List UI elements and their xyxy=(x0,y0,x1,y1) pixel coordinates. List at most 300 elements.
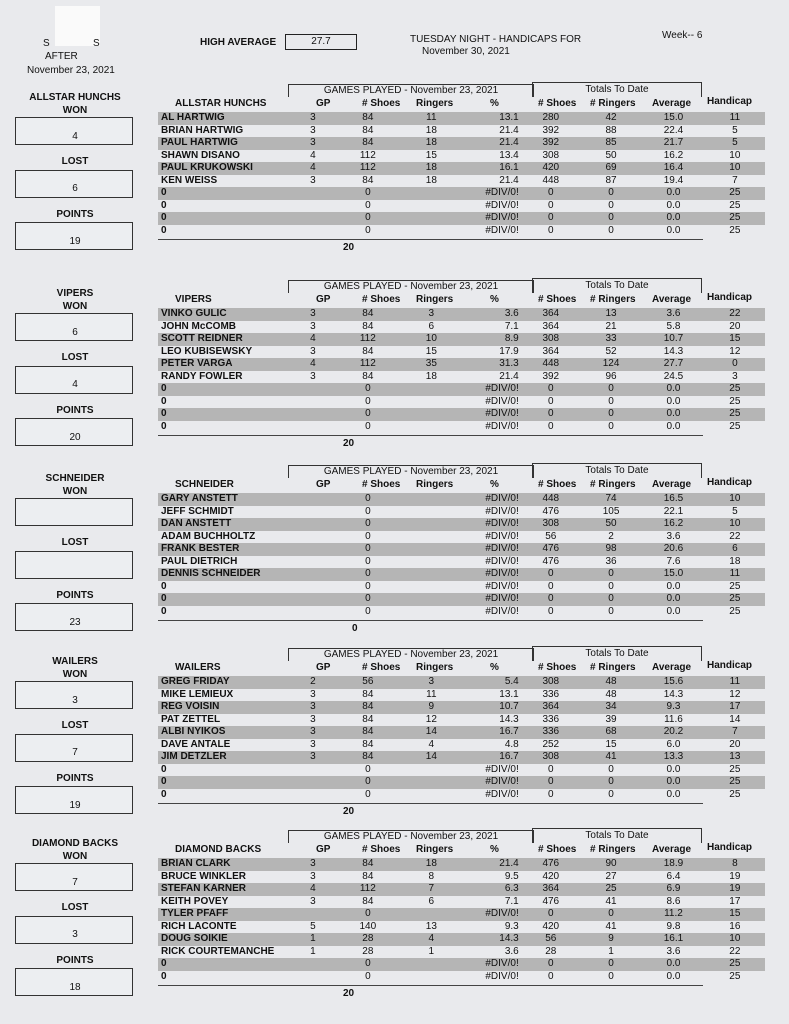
percent-cell: 3.6 xyxy=(459,308,521,321)
average-cell: 9.3 xyxy=(642,701,704,714)
table-row xyxy=(158,958,765,971)
standings-table-wrap xyxy=(158,858,765,983)
percent-cell: #DIV/0! xyxy=(485,788,519,800)
t-ringers-header: # Ringers xyxy=(590,662,636,673)
table-bottom-rule xyxy=(158,239,703,240)
average-cell: 21.7 xyxy=(642,137,704,150)
team-name-left: SCHNEIDER xyxy=(45,473,105,484)
handicap-cell: 25 xyxy=(705,971,765,984)
table-row xyxy=(158,701,765,714)
table-row xyxy=(158,789,765,802)
total-shoes-cell: 308 xyxy=(542,149,560,161)
player-name-cell: TYLER PFAFF xyxy=(158,908,294,921)
pct-header: % xyxy=(490,662,499,673)
player-name-cell: 0 xyxy=(161,395,167,407)
handicap-cell: 25 xyxy=(705,606,765,619)
ringers-cell xyxy=(403,493,459,506)
table-row xyxy=(158,714,765,727)
shoes-cell: 84 xyxy=(332,701,403,714)
table-row xyxy=(158,606,765,619)
percent-cell: #DIV/0! xyxy=(459,568,521,581)
team-name-header: ALLSTAR HUNCHS xyxy=(175,98,267,109)
totals-header: Totals To Date xyxy=(532,828,702,843)
player-name-cell: RICH LACONTE xyxy=(161,920,237,932)
standings-table-wrap xyxy=(158,676,765,801)
total-shoes-cell: 0 xyxy=(522,212,580,225)
total-shoes-cell: 0 xyxy=(548,605,554,617)
shoes-cell: 84 xyxy=(362,345,374,357)
average-cell: 0.0 xyxy=(666,970,681,982)
games-count-footer: 20 xyxy=(343,988,355,999)
team-name-left: ALLSTAR HUNCHS xyxy=(29,92,121,103)
average-cell: 0.0 xyxy=(642,408,704,421)
handicap-header: Handicap xyxy=(707,842,753,853)
average-cell: 16.5 xyxy=(642,493,704,506)
total-shoes-cell: 336 xyxy=(522,726,580,739)
pct-header: % xyxy=(490,844,499,855)
player-name-cell: ALBI NYIKOS xyxy=(158,726,294,739)
handicap-cell: 17 xyxy=(705,896,765,909)
player-name-cell: 0 xyxy=(161,580,167,592)
gp-header: GP xyxy=(316,662,331,673)
average-header: Average xyxy=(652,479,692,490)
total-ringers-cell: 41 xyxy=(580,751,642,764)
games-played-cell xyxy=(294,421,333,434)
player-name-cell: 0 xyxy=(158,187,294,200)
won-label: WON xyxy=(62,105,88,116)
table-row xyxy=(158,506,765,519)
games-played-cell xyxy=(294,212,333,225)
average-cell: 27.7 xyxy=(642,358,704,371)
games-played-cell xyxy=(294,568,333,581)
percent-cell: 7.1 xyxy=(504,320,519,332)
ringers-cell xyxy=(403,187,459,200)
average-cell: 22.1 xyxy=(663,505,684,517)
player-name-cell: 0 xyxy=(161,970,167,982)
handicap-cell: 12 xyxy=(705,346,765,359)
shoes-cell: 84 xyxy=(362,713,374,725)
total-shoes-cell: 0 xyxy=(522,908,580,921)
player-name-cell: SCOTT REIDNER xyxy=(158,333,294,346)
total-ringers-cell: 9 xyxy=(580,933,642,946)
table-row xyxy=(158,726,765,739)
percent-cell: #DIV/0! xyxy=(459,187,521,200)
handicap-header: Handicap xyxy=(707,96,753,107)
average-cell: 3.6 xyxy=(666,530,681,542)
handicap-cell: 3 xyxy=(705,371,765,384)
table-bottom-rule xyxy=(158,435,703,436)
total-ringers-cell: 27 xyxy=(605,870,617,882)
table-row xyxy=(158,556,765,569)
shoes-cell: 0 xyxy=(332,593,403,606)
won-label: WON xyxy=(62,486,88,497)
table-row xyxy=(158,321,765,334)
player-name-cell: GARY ANSTETT xyxy=(158,493,294,506)
ringers-cell: 18 xyxy=(403,858,459,871)
points-value: 19 xyxy=(69,236,81,247)
handicap-cell: 19 xyxy=(705,871,765,884)
shoes-cell: 0 xyxy=(365,224,371,236)
ringers-cell: 18 xyxy=(425,370,437,382)
average-cell: 3.6 xyxy=(666,945,681,957)
player-name-cell: PAT ZETTEL xyxy=(161,713,221,725)
total-ringers-cell: 15 xyxy=(605,738,617,750)
table-row xyxy=(158,162,765,175)
average-header: Average xyxy=(652,844,692,855)
average-cell: 20.6 xyxy=(642,543,704,556)
total-ringers-cell: 2 xyxy=(608,530,614,542)
handicap-cell: 10 xyxy=(705,150,765,163)
gp-header: GP xyxy=(316,844,331,855)
average-cell: 0.0 xyxy=(642,958,704,971)
player-name-cell: RANDY FOWLER xyxy=(161,370,243,382)
average-cell: 0.0 xyxy=(666,788,681,800)
player-name-cell: PETER VARGA xyxy=(158,358,294,371)
total-ringers-cell: 96 xyxy=(605,370,617,382)
shoes-cell: 0 xyxy=(332,187,403,200)
percent-cell: #DIV/0! xyxy=(459,408,521,421)
shoes-cell: 84 xyxy=(362,738,374,750)
total-shoes-cell: 0 xyxy=(522,568,580,581)
handicap-cell: 8 xyxy=(705,858,765,871)
games-played-cell: 3 xyxy=(310,738,316,750)
total-ringers-cell: 34 xyxy=(580,701,642,714)
ringers-cell xyxy=(403,200,459,213)
t-ringers-header: # Ringers xyxy=(590,844,636,855)
player-name-cell: JIM DETZLER xyxy=(158,751,294,764)
table-row xyxy=(158,346,765,359)
player-name-cell: DENNIS SCHNEIDER xyxy=(158,568,294,581)
total-ringers-cell: 1 xyxy=(608,945,614,957)
standings-prefix: S xyxy=(43,38,50,49)
team-name-left: VIPERS xyxy=(56,288,94,299)
games-played-cell: 4 xyxy=(294,162,333,175)
handicap-cell: 10 xyxy=(705,933,765,946)
handicap-header: Handicap xyxy=(707,477,753,488)
standings-suffix: S xyxy=(93,38,100,49)
average-cell: 15.6 xyxy=(642,676,704,689)
total-shoes-cell: 0 xyxy=(522,187,580,200)
total-ringers-cell: 25 xyxy=(580,883,642,896)
average-cell: 14.3 xyxy=(663,688,684,700)
total-shoes-cell: 476 xyxy=(542,505,560,517)
percent-cell: 31.3 xyxy=(459,358,521,371)
percent-cell: 9.3 xyxy=(504,920,519,932)
percent-cell: #DIV/0! xyxy=(459,383,521,396)
total-ringers-cell: 41 xyxy=(605,895,617,907)
average-cell: 10.7 xyxy=(642,333,704,346)
handicap-cell: 20 xyxy=(705,321,765,334)
shoes-cell: 112 xyxy=(332,162,403,175)
games-played-cell: 4 xyxy=(294,883,333,896)
ringers-cell: 7 xyxy=(403,883,459,896)
ringers-cell: 4 xyxy=(403,933,459,946)
t-ringers-header: # Ringers xyxy=(590,479,636,490)
average-cell: 19.4 xyxy=(663,174,684,186)
player-name-cell: PAUL HARTWIG xyxy=(158,137,294,150)
percent-cell: 7.1 xyxy=(504,895,519,907)
average-cell: 20.2 xyxy=(642,726,704,739)
shoes-header: # Shoes xyxy=(362,844,401,855)
total-shoes-cell: 392 xyxy=(542,124,560,136)
games-played-cell: 3 xyxy=(310,320,316,332)
average-cell: 11.2 xyxy=(642,908,704,921)
ringers-cell: 1 xyxy=(428,945,435,957)
ringers-cell xyxy=(403,971,459,984)
percent-cell: #DIV/0! xyxy=(485,580,519,592)
player-name-cell: RICK COURTEMANCHE xyxy=(161,945,275,957)
table-row xyxy=(158,946,765,959)
table-row xyxy=(158,396,765,409)
table-row xyxy=(158,858,765,871)
percent-cell: 13.4 xyxy=(499,149,519,161)
gp-header: GP xyxy=(316,98,331,109)
ringers-cell: 9 xyxy=(403,701,459,714)
won-box xyxy=(15,498,133,526)
table-row xyxy=(158,776,765,789)
points-value: 23 xyxy=(69,617,81,628)
games-played-cell: 3 xyxy=(310,895,316,907)
average-cell: 0.0 xyxy=(642,212,704,225)
games-played-cell xyxy=(294,506,333,519)
ringers-cell: 18 xyxy=(425,174,437,186)
player-name-cell: STEFAN KARNER xyxy=(158,883,294,896)
percent-cell: 14.3 xyxy=(459,933,521,946)
percent-cell: 14.3 xyxy=(499,713,519,725)
shoes-cell: 0 xyxy=(365,580,371,592)
average-cell: 0.0 xyxy=(666,763,681,775)
games-count-footer: 20 xyxy=(343,242,355,253)
table-row xyxy=(158,531,765,544)
team-name-header: DIAMOND BACKS xyxy=(175,844,262,855)
games-played-cell xyxy=(294,606,333,619)
total-shoes-cell: 448 xyxy=(522,358,580,371)
player-name-cell: LEO KUBISEWSKY xyxy=(161,345,253,357)
player-name-cell: REG VOISIN xyxy=(158,701,294,714)
games-played-cell xyxy=(294,493,333,506)
total-shoes-cell: 420 xyxy=(542,870,560,882)
team-name-left: DIAMOND BACKS xyxy=(31,838,119,849)
player-name-cell: 0 xyxy=(158,408,294,421)
lost-value: 3 xyxy=(72,929,78,940)
after-label: AFTER xyxy=(45,51,78,62)
points-value: 18 xyxy=(69,982,81,993)
shoes-cell: 84 xyxy=(332,751,403,764)
table-row xyxy=(158,421,765,434)
percent-cell: #DIV/0! xyxy=(485,970,519,982)
total-ringers-cell: 0 xyxy=(608,224,614,236)
ringers-cell: 14 xyxy=(403,751,459,764)
handicap-cell: 25 xyxy=(705,789,765,802)
total-shoes-cell: 476 xyxy=(522,543,580,556)
average-header: Average xyxy=(652,294,692,305)
table-bottom-rule xyxy=(158,620,703,621)
handicap-cell: 25 xyxy=(705,225,765,238)
games-played-cell: 3 xyxy=(310,713,316,725)
table-row xyxy=(158,225,765,238)
average-cell: 18.9 xyxy=(642,858,704,871)
shoes-cell: 84 xyxy=(332,726,403,739)
ringers-cell xyxy=(403,958,459,971)
total-shoes-cell: 0 xyxy=(548,420,554,432)
handicap-cell: 0 xyxy=(705,358,765,371)
shoes-cell: 84 xyxy=(332,137,403,150)
totals-header: Totals To Date xyxy=(532,278,702,293)
ringers-cell xyxy=(403,408,459,421)
won-label: WON xyxy=(62,851,88,862)
average-cell: 16.1 xyxy=(642,933,704,946)
total-ringers-cell: 124 xyxy=(580,358,642,371)
table-row xyxy=(158,751,765,764)
table-row xyxy=(158,896,765,909)
total-shoes-cell: 28 xyxy=(545,945,557,957)
shoes-cell: 0 xyxy=(365,530,371,542)
percent-cell: 17.9 xyxy=(499,345,519,357)
shoes-cell: 84 xyxy=(362,320,374,332)
total-shoes-cell: 308 xyxy=(522,518,580,531)
ringers-cell xyxy=(403,225,459,238)
handicap-cell: 25 xyxy=(705,396,765,409)
games-played-cell: 3 xyxy=(310,870,316,882)
ringers-cell: 6 xyxy=(428,895,435,907)
shoes-cell: 112 xyxy=(359,149,376,161)
table-row xyxy=(158,764,765,777)
lost-label: LOST xyxy=(61,720,89,731)
total-shoes-cell: 476 xyxy=(542,895,560,907)
total-shoes-cell: 56 xyxy=(545,530,557,542)
ringers-cell xyxy=(403,383,459,396)
percent-cell: 4.8 xyxy=(504,738,519,750)
shoes-cell: 0 xyxy=(365,420,371,432)
shoes-cell: 0 xyxy=(332,958,403,971)
player-name-cell: BRUCE WINKLER xyxy=(161,870,246,882)
table-row xyxy=(158,200,765,213)
handicap-cell: 25 xyxy=(705,408,765,421)
ringers-cell: 3 xyxy=(403,676,459,689)
handicap-cell: 10 xyxy=(705,493,765,506)
percent-cell: 13.1 xyxy=(499,688,519,700)
percent-cell: 21.4 xyxy=(459,858,521,871)
ringers-cell: 15 xyxy=(425,149,437,161)
table-row xyxy=(158,212,765,225)
handicap-cell: 13 xyxy=(705,751,765,764)
games-played-cell: 5 xyxy=(310,920,316,932)
total-ringers-cell: 39 xyxy=(605,713,617,725)
ringers-cell xyxy=(403,556,459,569)
ringers-header: Ringers xyxy=(416,662,454,673)
average-cell: 6.4 xyxy=(666,870,681,882)
table-row xyxy=(158,871,765,884)
handicap-cell: 25 xyxy=(705,200,765,213)
average-cell: 16.4 xyxy=(642,162,704,175)
handicap-cell: 10 xyxy=(705,162,765,175)
table-row xyxy=(158,689,765,702)
total-ringers-cell: 0 xyxy=(608,788,614,800)
player-name-cell: 0 xyxy=(161,199,167,211)
ringers-cell xyxy=(403,593,459,606)
games-count-footer: 20 xyxy=(343,438,355,449)
games-played-cell: 3 xyxy=(294,137,333,150)
total-ringers-cell: 0 xyxy=(608,763,614,775)
games-played-cell: 2 xyxy=(294,676,333,689)
handicap-cell: 25 xyxy=(705,212,765,225)
ringers-cell xyxy=(403,212,459,225)
games-count-footer: 0 xyxy=(352,623,358,634)
total-ringers-cell: 50 xyxy=(580,518,642,531)
t-shoes-header: # Shoes xyxy=(538,662,577,673)
ringers-cell xyxy=(403,531,459,544)
ringers-cell xyxy=(403,518,459,531)
average-header: Average xyxy=(652,662,692,673)
percent-cell: #DIV/0! xyxy=(485,199,519,211)
percent-cell: 5.4 xyxy=(459,676,521,689)
average-cell: 15.0 xyxy=(642,112,704,125)
standings-table xyxy=(158,858,765,983)
total-ringers-cell: 90 xyxy=(580,858,642,871)
games-played-cell xyxy=(294,764,333,777)
handicap-cell: 15 xyxy=(705,333,765,346)
won-value: 6 xyxy=(72,327,78,338)
average-cell: 0.0 xyxy=(666,199,681,211)
player-name-cell: BRIAN HARTWIG xyxy=(161,124,244,136)
gp-header: GP xyxy=(316,294,331,305)
handicap-cell: 7 xyxy=(705,175,765,188)
table-row xyxy=(158,593,765,606)
player-name-cell: PAUL DIETRICH xyxy=(161,555,238,567)
ringers-header: Ringers xyxy=(416,98,454,109)
handicap-cell: 14 xyxy=(705,714,765,727)
table-row xyxy=(158,883,765,896)
shoes-cell: 84 xyxy=(362,370,374,382)
page-date: November 30, 2021 xyxy=(422,46,510,57)
shoes-cell: 84 xyxy=(362,870,374,882)
games-played-cell xyxy=(294,556,333,569)
ringers-cell: 18 xyxy=(403,137,459,150)
games-played-cell xyxy=(294,971,333,984)
games-played-header: GAMES PLAYED - November 23, 2021 xyxy=(288,465,534,478)
average-cell: 0.0 xyxy=(642,593,704,606)
total-shoes-cell: 364 xyxy=(542,320,560,332)
total-ringers-cell: 0 xyxy=(580,212,642,225)
table-row xyxy=(158,150,765,163)
total-ringers-cell: 74 xyxy=(580,493,642,506)
ringers-cell xyxy=(403,581,459,594)
team-name-header: WAILERS xyxy=(175,662,221,673)
games-played-header: GAMES PLAYED - November 23, 2021 xyxy=(288,84,534,97)
average-cell: 9.8 xyxy=(666,920,681,932)
games-played-cell xyxy=(294,908,333,921)
average-cell: 8.6 xyxy=(666,895,681,907)
average-cell: 0.0 xyxy=(642,383,704,396)
games-played-cell: 1 xyxy=(310,945,316,957)
table-row xyxy=(158,676,765,689)
player-name-cell: 0 xyxy=(158,958,294,971)
points-label: POINTS xyxy=(56,209,94,220)
table-row xyxy=(158,308,765,321)
ringers-cell xyxy=(403,421,459,434)
player-name-cell: 0 xyxy=(158,212,294,225)
ringers-cell: 3 xyxy=(403,308,459,321)
total-ringers-cell: 41 xyxy=(605,920,617,932)
shoes-header: # Shoes xyxy=(362,98,401,109)
totals-header: Totals To Date xyxy=(532,82,702,97)
player-name-cell: PAUL KRUKOWSKI xyxy=(158,162,294,175)
ringers-cell xyxy=(403,764,459,777)
percent-cell: #DIV/0! xyxy=(459,593,521,606)
games-played-cell xyxy=(294,408,333,421)
percent-cell: #DIV/0! xyxy=(485,224,519,236)
won-label: WON xyxy=(62,301,88,312)
